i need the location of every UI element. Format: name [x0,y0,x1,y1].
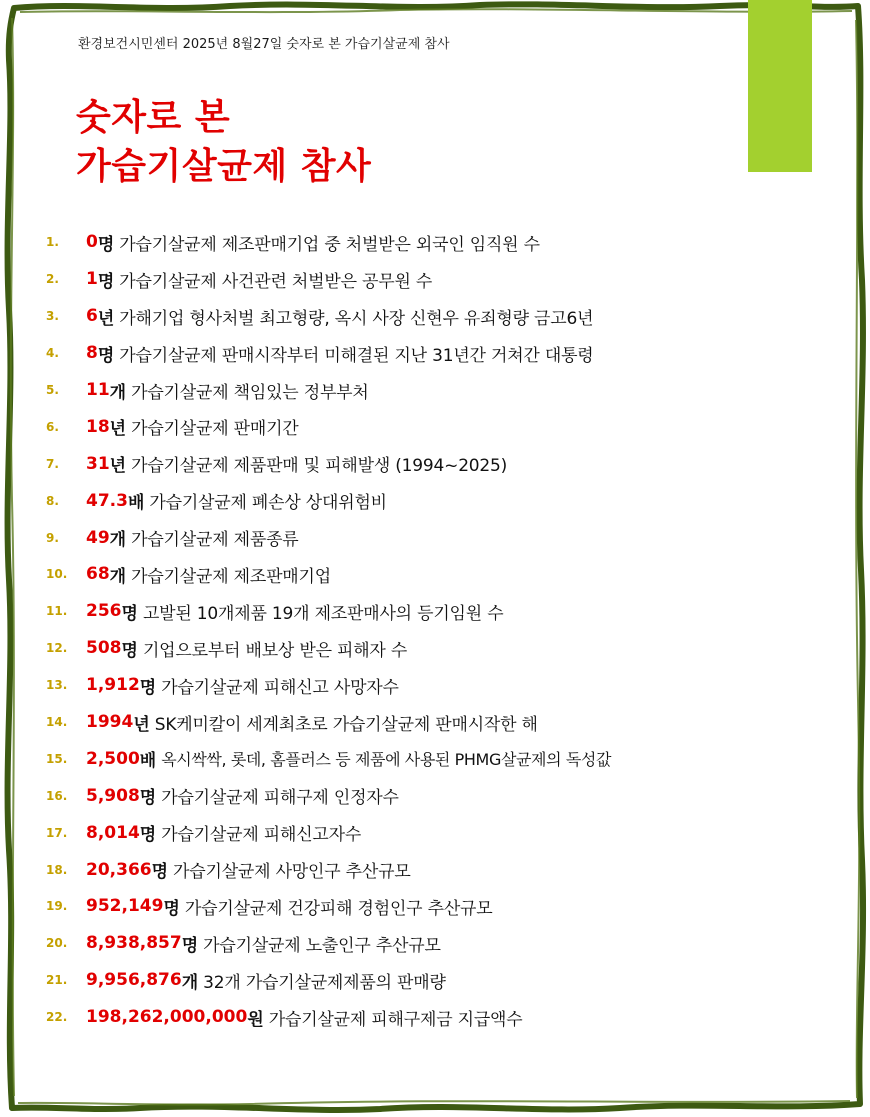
fact-description: 고발된 10개제품 19개 제조판매사의 등기임원 수 [142,603,504,624]
fact-description: 가습기살균제 피해신고 사망자수 [161,677,399,698]
fact-unit: 명 [97,271,115,292]
fact-unit: 명 [139,677,157,698]
list-item [46,372,826,409]
fact-description: 가습기살균제 피해구제금 지급액수 [268,1009,523,1030]
fact-description: 가습기살균제 책임있는 정부부처 [131,382,369,403]
fact-unit: 년 [109,456,127,477]
page-title [76,93,371,191]
fact-description: 32개 가습기살균제제품의 판매량 [203,972,446,993]
list-index: 3. [46,309,59,324]
fact-description: 가습기살균제 제품판매 및 피해발생 (1994~2025) [131,456,508,477]
list-index: 8. [46,493,59,508]
list-index: 6. [46,419,59,434]
fact-unit: 명 [121,640,138,661]
list-item [46,962,826,999]
title-line-1: 숫자로 본 [76,97,231,138]
list-index: 12. [46,641,68,656]
fact-unit: 배 [139,751,157,772]
list-item [46,482,826,519]
fact-unit: 년 [109,419,127,440]
list-index: 17. [46,825,68,840]
fact-number: 508 [86,638,122,659]
fact-unit: 개 [109,566,127,587]
list-index: 18. [46,862,68,877]
fact-description: 가습기살균제 노출인구 추산규모 [203,935,441,956]
list-item [46,335,826,372]
fact-number: 1994 [86,712,134,733]
list-item [46,298,826,335]
list-index: 10. [46,567,68,582]
fact-number: 47.3 [86,490,128,511]
list-index: 11. [46,604,68,619]
list-item [46,667,826,704]
fact-unit: 명 [121,603,138,624]
fact-unit: 명 [163,898,180,919]
fact-number: 18 [86,416,110,437]
fact-number: 6 [86,306,98,327]
list-item [46,740,826,777]
list-index: 1. [46,235,59,250]
list-item [46,851,826,888]
fact-number: 952,149 [86,896,164,917]
fact-description: 기업으로부터 배보상 받은 피해자 수 [142,640,408,661]
fact-unit: 명 [97,345,115,366]
list-index: 20. [46,936,68,951]
list-item [46,593,826,630]
list-item [46,519,826,556]
fact-description: 가습기살균제 판매기간 [131,419,299,440]
list-index: 21. [46,973,68,988]
list-index: 16. [46,788,68,803]
fact-number: 8 [86,343,98,364]
list-item [46,999,826,1036]
fact-unit: 명 [151,862,169,883]
title-line-2: 가습기살균제 참사 [76,146,372,187]
list-item [46,704,826,741]
fact-description: 옥시싹싹, 롯데, 홈플러스 등 제품에 사용된 PHMG살균제의 독성값 [161,750,612,770]
list-item [46,814,826,851]
fact-description: 가습기살균제 피해구제 인정자수 [161,788,399,809]
list-item [46,261,826,298]
fact-description: SK케미칼이 세계최초로 가습기살균제 판매시작한 해 [154,714,538,735]
fact-unit: 개 [109,530,127,551]
list-index: 7. [46,456,59,471]
list-index: 9. [46,530,59,545]
list-item [46,630,826,667]
list-item [46,408,826,445]
list-index: 5. [46,383,59,397]
list-index: 19. [46,899,68,914]
fact-number: 11 [86,380,110,400]
fact-number: 8,014 [86,822,140,843]
list-item [46,445,826,482]
fact-number: 256 [86,601,122,622]
list-item [46,888,826,925]
fact-description: 가습기살균제 제조판매기업 중 처벌받은 외국인 임직원 수 [119,234,540,255]
fact-unit: 개 [181,972,199,993]
fact-number: 1,912 [86,675,140,696]
list-index: 4. [46,346,59,361]
fact-number: 31 [86,453,110,474]
fact-list [46,224,826,1036]
fact-description: 가습기살균제 피해신고자수 [161,825,362,846]
fact-description: 가습기살균제 사건관련 처벌받은 공무원 수 [119,271,433,292]
fact-number: 9,956,876 [86,970,182,991]
list-index: 22. [46,1010,68,1025]
fact-description: 가습기살균제 사망인구 추산규모 [173,862,411,883]
fact-unit: 년 [133,714,150,735]
fact-number: 2,500 [86,748,140,769]
fact-description: 가해기업 형사처벌 최고형량, 옥시 사장 신현우 유죄형량 금고6년 [119,308,594,329]
fact-unit: 개 [109,382,127,403]
fact-number: 49 [86,527,110,548]
fact-unit: 명 [181,935,199,956]
fact-number: 68 [86,564,110,585]
fact-unit: 명 [139,825,157,846]
fact-number: 1 [86,269,98,290]
fact-number: 198,262,000,000 [86,1007,248,1028]
fact-number: 20,366 [86,859,152,880]
header-caption: 환경보건시민센터 2025년 8월27일 숫자로 본 가습기살균제 참사 [78,37,450,52]
fact-unit: 배 [127,493,145,514]
fact-unit: 년 [97,308,115,329]
list-index: 14. [46,715,68,730]
fact-unit: 명 [139,788,157,809]
fact-description: 가습기살균제 건강피해 경험인구 추산규모 [184,898,493,919]
green-accent-bar [748,0,812,172]
fact-unit: 명 [97,234,115,255]
list-item [46,556,826,593]
fact-description: 가습기살균제 제조판매기업 [131,566,331,587]
fact-unit: 원 [247,1009,264,1030]
list-index: 2. [46,272,59,287]
list-item [46,925,826,962]
fact-number: 5,908 [86,785,140,806]
list-item [46,224,826,261]
fact-number: 0 [86,232,98,253]
fact-description: 가습기살균제 판매시작부터 미해결된 지난 31년간 거쳐간 대통령 [119,345,594,366]
fact-description: 가습기살균제 폐손상 상대위험비 [149,493,387,514]
fact-description: 가습기살균제 제품종류 [131,530,299,551]
fact-number: 8,938,857 [86,933,182,954]
list-item [46,777,826,814]
list-index: 15. [46,751,68,766]
list-index: 13. [46,678,68,693]
